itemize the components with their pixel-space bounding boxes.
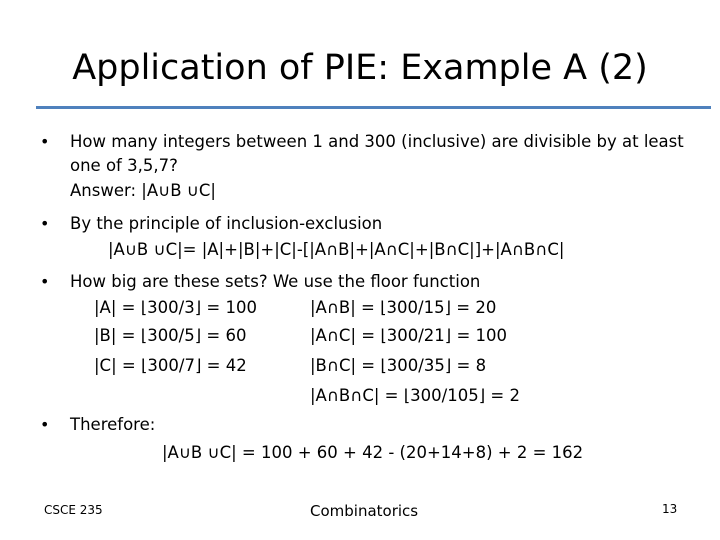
bullet1-answer: Answer: |A∪B ∪C|	[70, 181, 216, 200]
footer-topic: Combinatorics	[310, 502, 419, 520]
bullet2-text: By the principle of inclusion-exclusion	[70, 214, 383, 233]
bullet1-line2: one of 3,5,7?	[70, 156, 178, 175]
page-number: 13	[662, 502, 678, 516]
set-size-bc: |B∩C| = ⌊300/35⌋ = 8	[310, 356, 487, 375]
result-equation: |A∪B ∪C| = 100 + 60 + 42 - (20+14+8) + 2 = 162	[162, 443, 584, 462]
bullet-marker: •	[40, 214, 50, 233]
title-divider	[36, 106, 711, 109]
bullet3-text: How big are these sets? We use the floor function	[70, 272, 481, 291]
bullet4-text: Therefore:	[70, 415, 156, 434]
set-size-abc: |A∩B∩C| = ⌊300/105⌋ = 2	[310, 386, 520, 405]
set-size-b: |B| = ⌊300/5⌋ = 60	[94, 326, 247, 345]
set-size-ab: |A∩B| = ⌊300/15⌋ = 20	[310, 298, 497, 317]
bullet1-line1: How many integers between 1 and 300 (inclusive) are divisible by at least	[70, 132, 684, 151]
set-size-c: |C| = ⌊300/7⌋ = 42	[94, 356, 247, 375]
slide-title: Application of PIE: Example A (2)	[72, 48, 648, 88]
set-size-a: |A| = ⌊300/3⌋ = 100	[94, 298, 257, 317]
bullet-marker: •	[40, 415, 50, 434]
bullet-marker: •	[40, 272, 50, 291]
set-size-ac: |A∩C| = ⌊300/21⌋ = 100	[310, 326, 508, 345]
course-code: CSCE 235	[44, 503, 103, 517]
pie-formula: |A∪B ∪C|= |A|+|B|+|C|-[|A∩B|+|A∩C|+|B∩C|]+|A∩B∩C|	[108, 240, 565, 259]
bullet-marker: •	[40, 132, 50, 151]
